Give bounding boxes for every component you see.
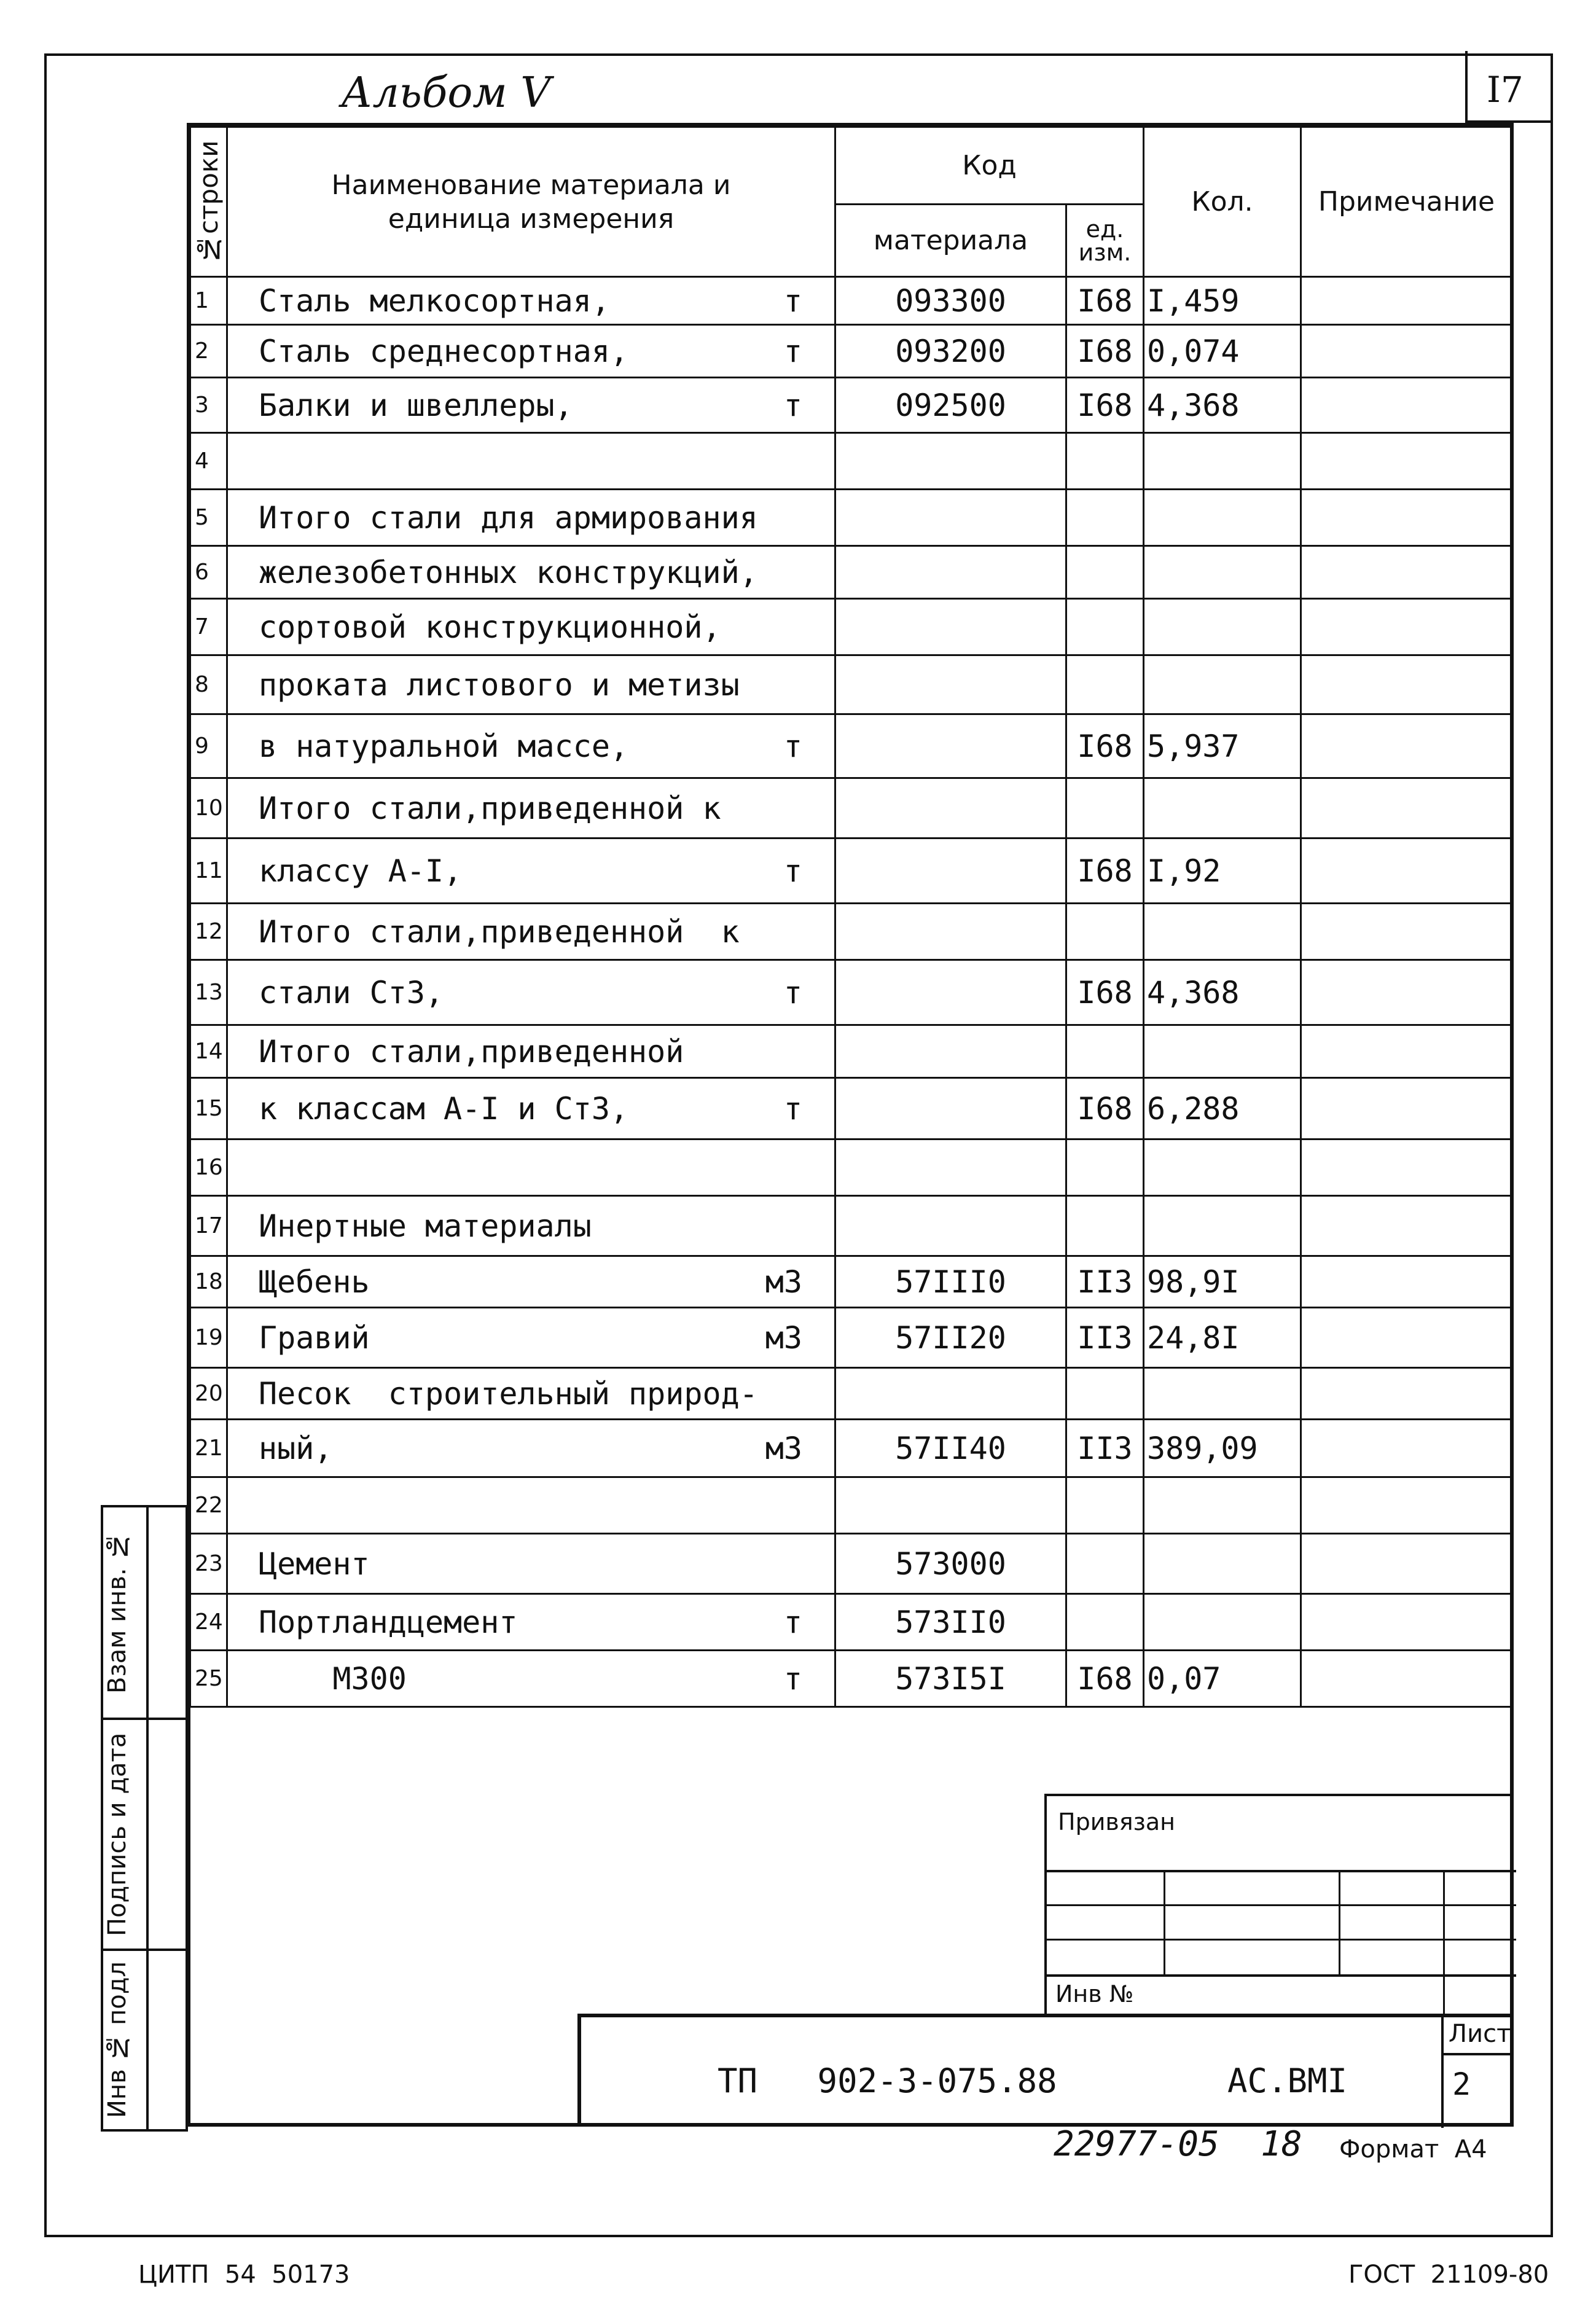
- unit-code: I68: [1066, 714, 1144, 778]
- unit-text: т: [783, 333, 802, 369]
- material-name: [227, 546, 835, 599]
- unit-text: т: [783, 387, 802, 423]
- footer-gost: ГОСТ 21109-80: [1348, 2261, 1549, 2289]
- quantity: 98,9I: [1144, 1256, 1301, 1308]
- unit-code: [1066, 1025, 1144, 1078]
- material-code: [835, 714, 1066, 778]
- material-code: [835, 1368, 1066, 1420]
- material-code: 573II0: [835, 1594, 1066, 1651]
- footer-left-code: ЦИТП 54 50173: [138, 2261, 350, 2289]
- material-name-text: ный,: [259, 1430, 333, 1466]
- row-number: 25: [190, 1651, 227, 1707]
- material-name: [227, 1256, 835, 1308]
- material-name-text: Итого стали,приведенной к: [259, 790, 721, 826]
- note: [1301, 1477, 1512, 1534]
- unit-text: м3: [765, 1319, 802, 1356]
- note: [1301, 1420, 1512, 1477]
- title-block: [577, 2014, 1514, 2127]
- note: [1301, 490, 1512, 546]
- note: [1301, 1594, 1512, 1651]
- unit-text: т: [783, 283, 802, 319]
- header-qty: Кол.: [1144, 127, 1301, 277]
- note: [1301, 1308, 1512, 1368]
- material-code: 093300: [835, 277, 1066, 325]
- table-row: [190, 1256, 1512, 1308]
- material-name: [227, 490, 835, 546]
- quantity: [1144, 1477, 1301, 1534]
- materials-table: [189, 126, 1513, 1708]
- quantity: [1144, 904, 1301, 960]
- material-name: [227, 378, 835, 433]
- material-name: [227, 778, 835, 838]
- table-row: [190, 655, 1512, 714]
- unit-text: т: [783, 853, 802, 889]
- note: [1301, 655, 1512, 714]
- note: [1301, 1140, 1512, 1196]
- unit-text: т: [783, 1660, 802, 1697]
- material-code: [835, 1025, 1066, 1078]
- material-name-text: железобетонных конструкций,: [259, 554, 758, 590]
- binding-stamp: [1044, 1794, 1514, 2014]
- note: [1301, 714, 1512, 778]
- header-row-number: №строки: [190, 127, 227, 277]
- material-name-text: Щебень: [259, 1264, 370, 1300]
- material-name-text: М300: [259, 1660, 407, 1697]
- table-row: [190, 1025, 1512, 1078]
- side-stamp-vzam: [101, 1505, 188, 1720]
- row-number: 22: [190, 1477, 227, 1534]
- material-code: [835, 960, 1066, 1025]
- unit-code: I68: [1066, 277, 1144, 325]
- unit-text: м3: [765, 1264, 802, 1300]
- table-row: [190, 1534, 1512, 1594]
- material-code: 573000: [835, 1534, 1066, 1594]
- row-number: 6: [190, 546, 227, 599]
- handwritten-number: 22977-05 18: [1054, 2124, 1302, 2164]
- material-name: [227, 838, 835, 904]
- quantity: 389,09: [1144, 1420, 1301, 1477]
- material-name-text: стали Ст3,: [259, 974, 444, 1011]
- material-code: [835, 1196, 1066, 1256]
- table-row: [190, 325, 1512, 378]
- material-name: [227, 904, 835, 960]
- note: [1301, 1025, 1512, 1078]
- unit-code: II3: [1066, 1256, 1144, 1308]
- material-code: 092500: [835, 378, 1066, 433]
- table-body: [190, 277, 1512, 1707]
- unit-text: т: [783, 1604, 802, 1640]
- material-name: [227, 1651, 835, 1707]
- quantity: I,92: [1144, 838, 1301, 904]
- note: [1301, 325, 1512, 378]
- material-name-text: классу А-I,: [259, 853, 463, 889]
- quantity: 6,288: [1144, 1078, 1301, 1140]
- side-label-podpis-data: Подпись и дата: [103, 1732, 131, 1936]
- material-name-text: Портландцемент: [259, 1604, 518, 1640]
- note: [1301, 546, 1512, 599]
- header-note: Примечание: [1301, 127, 1512, 277]
- quantity: 0,074: [1144, 325, 1301, 378]
- unit-code: I68: [1066, 838, 1144, 904]
- material-name-text: в натуральной массе,: [259, 728, 629, 764]
- row-number: 7: [190, 599, 227, 655]
- note: [1301, 904, 1512, 960]
- material-code: [835, 490, 1066, 546]
- unit-code: [1066, 778, 1144, 838]
- list-value: 2: [1452, 2066, 1471, 2102]
- material-name-text: Сталь мелкосортная,: [259, 283, 610, 319]
- material-name-text: Итого стали для армирования: [259, 499, 758, 536]
- note: [1301, 960, 1512, 1025]
- unit-text: т: [783, 974, 802, 1011]
- quantity: [1144, 599, 1301, 655]
- material-name-text: Итого стали,приведенной: [259, 1033, 684, 1069]
- material-name-text: Итого стали,приведенной к: [259, 913, 740, 950]
- table-row: [190, 838, 1512, 904]
- material-name-text: Цемент: [259, 1546, 370, 1582]
- material-name: [227, 1308, 835, 1368]
- material-name: [227, 1420, 835, 1477]
- unit-code: I68: [1066, 378, 1144, 433]
- unit-code: I68: [1066, 325, 1144, 378]
- unit-code: I68: [1066, 1078, 1144, 1140]
- quantity: [1144, 778, 1301, 838]
- unit-text: м3: [765, 1430, 802, 1466]
- material-code: [835, 904, 1066, 960]
- row-number: 1: [190, 277, 227, 325]
- unit-text: т: [783, 1090, 802, 1127]
- unit-code: [1066, 599, 1144, 655]
- row-number: 18: [190, 1256, 227, 1308]
- quantity: [1144, 546, 1301, 599]
- table-row: [190, 1651, 1512, 1707]
- table-row: [190, 490, 1512, 546]
- inv-no-label: Инв №: [1055, 1980, 1134, 2007]
- quantity: 5,937: [1144, 714, 1301, 778]
- privyazan-label: Привязан: [1058, 1808, 1175, 1835]
- material-code: [835, 1140, 1066, 1196]
- quantity: [1144, 490, 1301, 546]
- note: [1301, 778, 1512, 838]
- material-name: [227, 1025, 835, 1078]
- unit-code: [1066, 904, 1144, 960]
- material-name: [227, 960, 835, 1025]
- header-code-unit: ед. изм.: [1066, 205, 1144, 277]
- row-number: 16: [190, 1140, 227, 1196]
- note: [1301, 1368, 1512, 1420]
- unit-code: [1066, 1477, 1144, 1534]
- quantity: [1144, 1196, 1301, 1256]
- header-code: Код: [835, 127, 1144, 205]
- material-name-text: Гравий: [259, 1319, 370, 1356]
- material-code: [835, 546, 1066, 599]
- side-label-inv-podl: Инв № подл: [103, 1961, 131, 2119]
- note: [1301, 1196, 1512, 1256]
- unit-code: II3: [1066, 1420, 1144, 1477]
- table-row: [190, 378, 1512, 433]
- row-number: 3: [190, 378, 227, 433]
- material-code: [835, 838, 1066, 904]
- side-stamp-podpis: [101, 1718, 188, 1951]
- sheet-corner-number: I7: [1487, 69, 1524, 111]
- material-code: 57II40: [835, 1420, 1066, 1477]
- row-number: 11: [190, 838, 227, 904]
- material-code: [835, 1078, 1066, 1140]
- material-name: [227, 655, 835, 714]
- quantity: 4,368: [1144, 378, 1301, 433]
- note: [1301, 378, 1512, 433]
- quantity: 0,07: [1144, 1651, 1301, 1707]
- row-number: 4: [190, 433, 227, 490]
- material-name-text: Балки и швеллеры,: [259, 387, 573, 423]
- material-name: [227, 277, 835, 325]
- material-code: 57III0: [835, 1256, 1066, 1308]
- row-number: 12: [190, 904, 227, 960]
- header-name: Наименование материала и единица измерения: [227, 127, 835, 277]
- material-name: [227, 433, 835, 490]
- table-row: [190, 960, 1512, 1025]
- table-row: [190, 1420, 1512, 1477]
- note: [1301, 277, 1512, 325]
- note: [1301, 1534, 1512, 1594]
- table-row: [190, 1140, 1512, 1196]
- table-row: [190, 904, 1512, 960]
- unit-code: [1066, 1594, 1144, 1651]
- unit-code: I68: [1066, 960, 1144, 1025]
- material-code: 573I5I: [835, 1651, 1066, 1707]
- unit-code: [1066, 490, 1144, 546]
- format-label: Формат А4: [1339, 2135, 1487, 2164]
- row-number: 21: [190, 1420, 227, 1477]
- material-name: [227, 325, 835, 378]
- quantity: 4,368: [1144, 960, 1301, 1025]
- material-name-text: Песок строительный природ-: [259, 1375, 758, 1412]
- table-row: [190, 1368, 1512, 1420]
- material-name-text: сортовой конструкционной,: [259, 609, 721, 645]
- material-name: [227, 1594, 835, 1651]
- table-row: [190, 277, 1512, 325]
- unit-code: [1066, 546, 1144, 599]
- unit-code: [1066, 1196, 1144, 1256]
- material-name: [227, 1477, 835, 1534]
- quantity: [1144, 1368, 1301, 1420]
- note: [1301, 599, 1512, 655]
- material-code: [835, 433, 1066, 490]
- unit-code: II3: [1066, 1308, 1144, 1368]
- table-row: [190, 1308, 1512, 1368]
- material-name-text: Сталь среднесортная,: [259, 333, 629, 369]
- material-name: [227, 599, 835, 655]
- row-number: 24: [190, 1594, 227, 1651]
- unit-text: т: [783, 728, 802, 764]
- table-row: [190, 1594, 1512, 1651]
- quantity: [1144, 1594, 1301, 1651]
- quantity: 24,8I: [1144, 1308, 1301, 1368]
- material-code: 57II20: [835, 1308, 1066, 1368]
- table-row: [190, 1078, 1512, 1140]
- row-number: 9: [190, 714, 227, 778]
- material-code: [835, 599, 1066, 655]
- quantity: [1144, 433, 1301, 490]
- note: [1301, 1256, 1512, 1308]
- material-code: [835, 1477, 1066, 1534]
- table-row: [190, 714, 1512, 778]
- material-name: [227, 1140, 835, 1196]
- quantity: [1144, 1140, 1301, 1196]
- quantity: [1144, 1534, 1301, 1594]
- row-number: 23: [190, 1534, 227, 1594]
- unit-code: [1066, 1140, 1144, 1196]
- table-row: [190, 546, 1512, 599]
- quantity: I,459: [1144, 277, 1301, 325]
- material-code: [835, 778, 1066, 838]
- table-row: [190, 778, 1512, 838]
- material-name: [227, 714, 835, 778]
- row-number: 15: [190, 1078, 227, 1140]
- note: [1301, 838, 1512, 904]
- row-number: 20: [190, 1368, 227, 1420]
- material-code: 093200: [835, 325, 1066, 378]
- unit-code: [1066, 1368, 1144, 1420]
- row-number: 2: [190, 325, 227, 378]
- unit-code: [1066, 1534, 1144, 1594]
- table-row: [190, 599, 1512, 655]
- table-row: [190, 1196, 1512, 1256]
- quantity: [1144, 1025, 1301, 1078]
- note: [1301, 433, 1512, 490]
- unit-code: [1066, 433, 1144, 490]
- table-row: [190, 1477, 1512, 1534]
- note: [1301, 1651, 1512, 1707]
- material-code: [835, 655, 1066, 714]
- material-name-text: к классам А-I и Ст3,: [259, 1090, 629, 1127]
- row-number: 17: [190, 1196, 227, 1256]
- material-name: [227, 1196, 835, 1256]
- row-number: 19: [190, 1308, 227, 1368]
- side-stamp-inv-podl: [101, 1949, 188, 2132]
- row-number: 10: [190, 778, 227, 838]
- quantity: [1144, 655, 1301, 714]
- row-number: 5: [190, 490, 227, 546]
- material-name-text: проката листового и метизы: [259, 666, 740, 703]
- unit-code: I68: [1066, 1651, 1144, 1707]
- doc-mark: АС.ВМI: [1227, 2062, 1348, 2100]
- material-name: [227, 1078, 835, 1140]
- album-label: Альбом V: [341, 69, 551, 117]
- table-row: [190, 433, 1512, 490]
- list-label: Лист: [1449, 2020, 1511, 2048]
- side-label-vzam-inv: Взам инв. №: [103, 1531, 131, 1694]
- note: [1301, 1078, 1512, 1140]
- row-number: 8: [190, 655, 227, 714]
- row-number: 14: [190, 1025, 227, 1078]
- material-name: [227, 1368, 835, 1420]
- doc-code: ТП 902-3-075.88: [718, 2062, 1057, 2100]
- material-name-text: Инертные материалы: [259, 1208, 592, 1244]
- row-number: 13: [190, 960, 227, 1025]
- material-name: [227, 1534, 835, 1594]
- header-code-material: материала: [835, 205, 1066, 277]
- unit-code: [1066, 655, 1144, 714]
